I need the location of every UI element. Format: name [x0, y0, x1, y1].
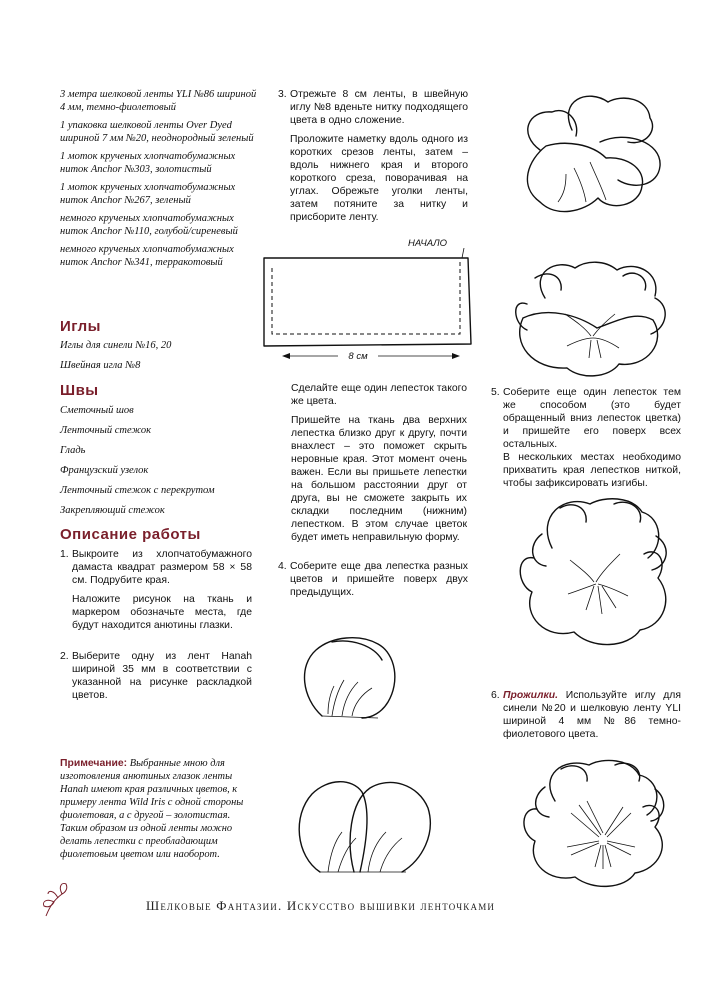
step-text: Проложите наметку вдоль одного из коротких срезов ленты, затем – вдоль нижнего края и второго короткого среза, поворачивая на углах. Обрежьте уголки ленты, затем потяните за нитку и присборите ленту.	[290, 134, 468, 223]
step-4	[278, 560, 468, 605]
step-number: 4.	[278, 561, 287, 572]
work-section	[60, 526, 252, 708]
step-text: Выберите одну из лент Hanah шириной 35 мм в соответствии с указанной на рисунке раскладкой цветов.	[72, 651, 252, 701]
needle-item: Иглы для синели №16, 20	[60, 340, 172, 351]
step-text: Наложите рисунок на ткань и маркером обозначьте места, где будут находится анютины глазки.	[72, 594, 252, 631]
footer-text: Шелковые Фантазии. Искусство вышивки ленточками	[146, 898, 496, 913]
needles-heading: Иглы	[60, 318, 101, 335]
material-item: 3 метра шелковой ленты YLI №86 шириной 4 мм, темно-фиолетовый	[60, 89, 257, 113]
stitch-item: Ленточный стежок с перекрутом	[60, 485, 215, 496]
step-text: Отрежьте 8 см ленты, в швейную иглу №8 вденьте нитку подходящего цвета в одно сложение.	[290, 89, 468, 126]
middle-text	[291, 382, 467, 550]
step-number: 3.	[278, 89, 287, 100]
start-label: НАЧАЛО	[408, 238, 447, 249]
needles-section	[60, 318, 260, 379]
two-petals-illustration	[290, 772, 440, 882]
pansy-illustration-3	[512, 494, 677, 654]
veins-label: Прожилки.	[503, 690, 558, 701]
needle-item: Швейная игла №8	[60, 360, 141, 371]
step-5	[491, 386, 681, 496]
stitches-section	[60, 382, 260, 524]
step-number: 6.	[491, 690, 500, 701]
material-item: 1 моток крученых хлопчатобумажных ниток Anchor №267, зеленый	[60, 182, 236, 206]
step-text: Пришейте на ткань два верхних лепестка близко друг к другу, почти внахлест – это поможет скрыть неровные края. Этот момент очень важен. Если вы пришьете лепестки на большом расстоянии друг от друга, вы не сможете закрыть их складки последним (нижним) лепестком. В этом случае цветок будет иметь неправильную форму.	[291, 415, 467, 543]
note-box	[60, 757, 252, 861]
step-number: 2.	[60, 651, 69, 662]
note-text: Выбранные мною для изготовления анютиных глазок ленты Hanah имеют края различных цветов, к примеру лента Wild Iris с одной стороны фиолетовая, а с другой – золотистая. Таким образом из одной ленты можно делать лепестки с преобладающим фиолетовым цветом или наоборот.	[60, 758, 244, 860]
step-1	[60, 548, 252, 638]
flower-ornament-icon	[36, 880, 70, 918]
pansy-illustration-2	[505, 258, 675, 383]
material-item: немного крученых хлопчатобумажных ниток Anchor №341, терракотовый	[60, 244, 234, 268]
step-6	[491, 689, 681, 747]
material-item: 1 моток крученых хлопчатобумажных ниток Anchor №303, золотистый	[60, 151, 236, 175]
step-2	[60, 650, 252, 708]
step-number: 5.	[491, 387, 500, 398]
pansy-illustration-1	[510, 90, 675, 225]
stitch-item: Ленточный стежок	[60, 425, 152, 436]
materials-list	[60, 88, 260, 274]
step-3	[278, 88, 468, 230]
veins-text: Используйте иглу для синели №20 и шелковую ленту YLI шириной 4 мм №86 темно-фиолетового цвета.	[503, 690, 681, 740]
stitch-item: Закрепляющий стежок	[60, 505, 165, 516]
stitch-item: Гладь	[60, 445, 86, 456]
pansy-illustration-4	[515, 757, 675, 892]
step-text: В нескольких местах необходимо прихватить края лепестков ниткой, чтобы зафиксировать изгибы.	[503, 452, 681, 489]
note-label: Примечание:	[60, 758, 128, 769]
stitch-item: Французский узелок	[60, 465, 149, 476]
step-text: Соберите еще один лепесток тем же способом (это будет обращенный вниз лепесток цветка) и пришейте его поверх всех остальных.	[503, 387, 681, 450]
step-text: Соберите еще два лепестка разных цветов и пришейте поверх двух предыдущих.	[290, 561, 468, 598]
step-text: Сделайте еще один лепесток такого же цвета.	[291, 383, 467, 407]
petal-illustration	[292, 632, 404, 724]
step-number: 1.	[60, 549, 69, 560]
material-item: немного крученых хлопчатобумажных ниток Anchor №110, голубой/сиреневый	[60, 213, 238, 237]
stitch-item: Сметочный шов	[60, 405, 134, 416]
step-text	[503, 689, 681, 741]
stitches-heading: Швы	[60, 382, 99, 399]
size-label: 8 см	[338, 351, 378, 362]
work-heading: Описание работы	[60, 526, 201, 543]
material-item: 1 упаковка шелковой ленты Over Dyed шириной 7 мм №20, неоднородный зеленый	[60, 120, 254, 144]
step-text: Выкроите из хлопчатобумажного дамаста квадрат размером 58 × 58 см. Подрубите края.	[72, 549, 252, 586]
